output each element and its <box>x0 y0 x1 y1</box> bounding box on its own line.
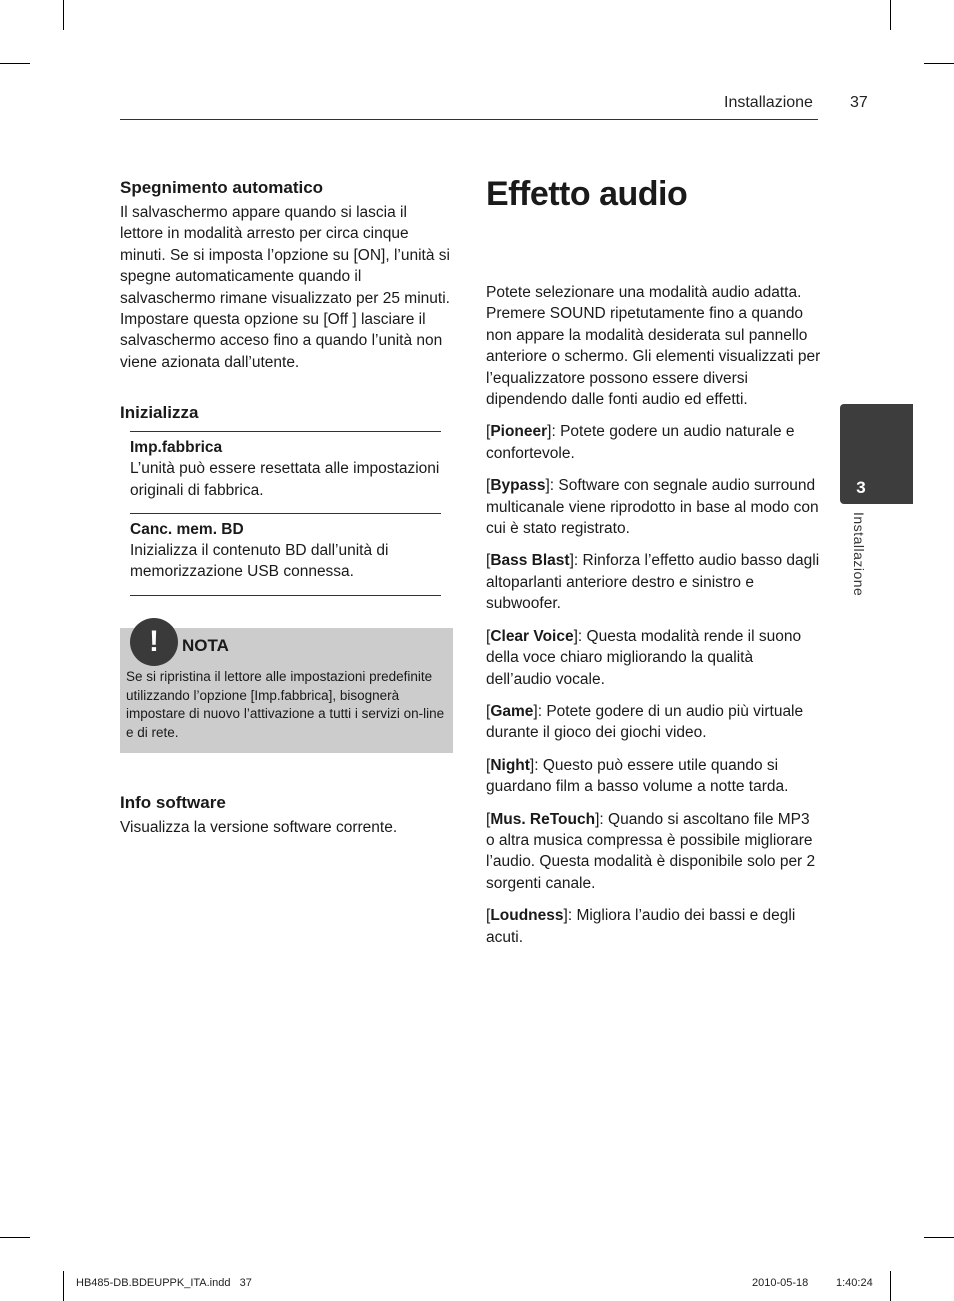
sub-heading: Imp.fabbrica <box>130 439 223 457</box>
chapter-label: Installazione <box>851 512 867 597</box>
chapter-number: 3 <box>856 478 866 497</box>
mode-desc: : Migliora l’audio dei bassi e degli acuti. <box>486 907 796 946</box>
mode-desc: : Quando si ascoltano file MP3 o altra musica compressa è possibile migliorare l’audio. Questa modalità è disponibile solo per 2 sorgenti canale. <box>486 810 816 892</box>
mode-item: [Mus. ReTouch]: Quando si ascoltano file MP3 o altra musica compressa è possibile migliorare l’audio. Questa modalità è disponibile solo per 2 sorgenti canale. <box>486 810 816 892</box>
crop-mark <box>0 1237 30 1238</box>
running-header: Installazione <box>724 94 813 111</box>
mode-item: [Bass Blast]: Rinforza l’effetto audio basso dagli altoparlanti anteriore destro e sinistro e subwoofer. <box>486 552 820 613</box>
mode-name: Game <box>490 702 534 720</box>
note-label: NOTA <box>182 635 229 655</box>
footer-date: 2010-05-18 <box>752 1277 809 1289</box>
section-body: Il salvaschermo appare quando si lascia il lettore in modalità arresto per circa cinque minuti. Se si imposta l’opzione su [ON], l’unità si spegne automaticamente quando il salvaschermo rimane visualizzato per 25 minuti. Impostare questa opzione su [Off ] lasciare il salvaschermo acceso fino a quando l’unità non viene azionata dall’utente. <box>120 204 450 371</box>
sub-body: Inizializza il contenuto BD dall’unità di memorizzazione USB connessa. <box>130 542 389 581</box>
factory-reset-item <box>130 431 441 513</box>
note-text: Se si ripristina il lettore alle impostazioni predefinite utilizzando l’opzione [Imp.fabbrica], bisognerà impostare di nuovo l’attivazione a tutti i servizi on-line e di rete. <box>126 668 445 741</box>
footer-filename: HB485-DB.BDEUPPK_ITA.indd 37 <box>76 1277 252 1289</box>
left-column <box>120 176 452 838</box>
initialize-section <box>120 401 452 596</box>
mode-item: [Bypass]: Software con segnale audio surround multicanale viene riprodotto in base al modo con cui è stato registrato. <box>486 477 819 538</box>
sub-body: L’unità può essere resettata alle impostazioni originali di fabbrica. <box>130 460 440 499</box>
mode-item: [Loudness]: Migliora l’audio dei bassi e degli acuti. <box>486 907 796 946</box>
section-heading: Inizializza <box>120 403 199 423</box>
crop-mark <box>924 1237 954 1238</box>
mode-desc: : Software con segnale audio surround multicanale viene riprodotto in base al modo con cui è stato registrato. <box>486 477 819 538</box>
page-number: 37 <box>850 94 868 111</box>
mode-desc: : Questa modalità rende il suono della voce chiaro migliorando la qualità dell’audio vocale. <box>486 627 802 688</box>
auto-off-section <box>120 176 452 373</box>
note-box <box>120 624 453 753</box>
software-info-section <box>120 791 452 838</box>
section-body: Visualizza la versione software corrente. <box>120 819 398 837</box>
section-heading: Spegnimento automatico <box>120 178 324 197</box>
crop-mark <box>63 0 64 30</box>
crop-mark <box>890 1271 891 1301</box>
mode-name: Bypass <box>490 477 546 495</box>
mode-name: Clear Voice <box>490 627 574 645</box>
exclamation-icon: ! <box>130 618 178 666</box>
mode-item: [Game]: Potete godere di un audio più virtuale durante il gioco dei giochi video. <box>486 702 804 742</box>
crop-mark <box>63 1271 64 1301</box>
mode-name: Mus. ReTouch <box>490 810 596 828</box>
mode-desc: : Potete godere di un audio più virtuale durante il gioco dei giochi video. <box>486 702 804 742</box>
footer-time: 1:40:24 <box>836 1277 873 1289</box>
mode-name: Bass Blast <box>490 552 570 570</box>
page-title: Effetto audio <box>486 175 688 213</box>
crop-mark <box>924 63 954 64</box>
sub-heading: Canc. mem. BD <box>130 521 244 539</box>
mode-desc: : Questo può essere utile quando si guardano film a basso volume a notte tarda. <box>486 756 789 796</box>
mode-item: [Night]: Questo può essere utile quando si guardano film a basso volume a notte tarda. <box>486 756 789 796</box>
mode-desc: : Rinforza l’effetto audio basso dagli altoparlanti anteriore destro e sinistro e subwoofer. <box>486 552 820 613</box>
mode-item: [Clear Voice]: Questa modalità rende il suono della voce chiaro migliorando la qualità dell’audio vocale. <box>486 627 802 688</box>
header-rule <box>120 119 818 120</box>
mode-desc: : Potete godere un audio naturale e confortevole. <box>486 423 795 462</box>
crop-mark <box>890 0 891 30</box>
mode-item: [Pioneer]: Potete godere un audio naturale e confortevole. <box>486 423 795 462</box>
mode-name: Loudness <box>490 907 564 925</box>
mode-name: Pioneer <box>490 423 548 441</box>
right-column <box>486 172 822 959</box>
mode-name: Night <box>490 756 530 774</box>
intro-paragraph: Potete selezionare una modalità audio adatta. Premere SOUND ripetutamente fino a quando non appare la modalità desiderata sul pannello anteriore o schermo. Gli elementi visualizzati per l’equalizzatore possono essere diversi dipendendo dalle fonti audio ed effetti. <box>486 284 821 409</box>
clear-bd-memory-item <box>130 513 441 596</box>
crop-mark <box>0 63 30 64</box>
section-heading: Info software <box>120 793 226 813</box>
